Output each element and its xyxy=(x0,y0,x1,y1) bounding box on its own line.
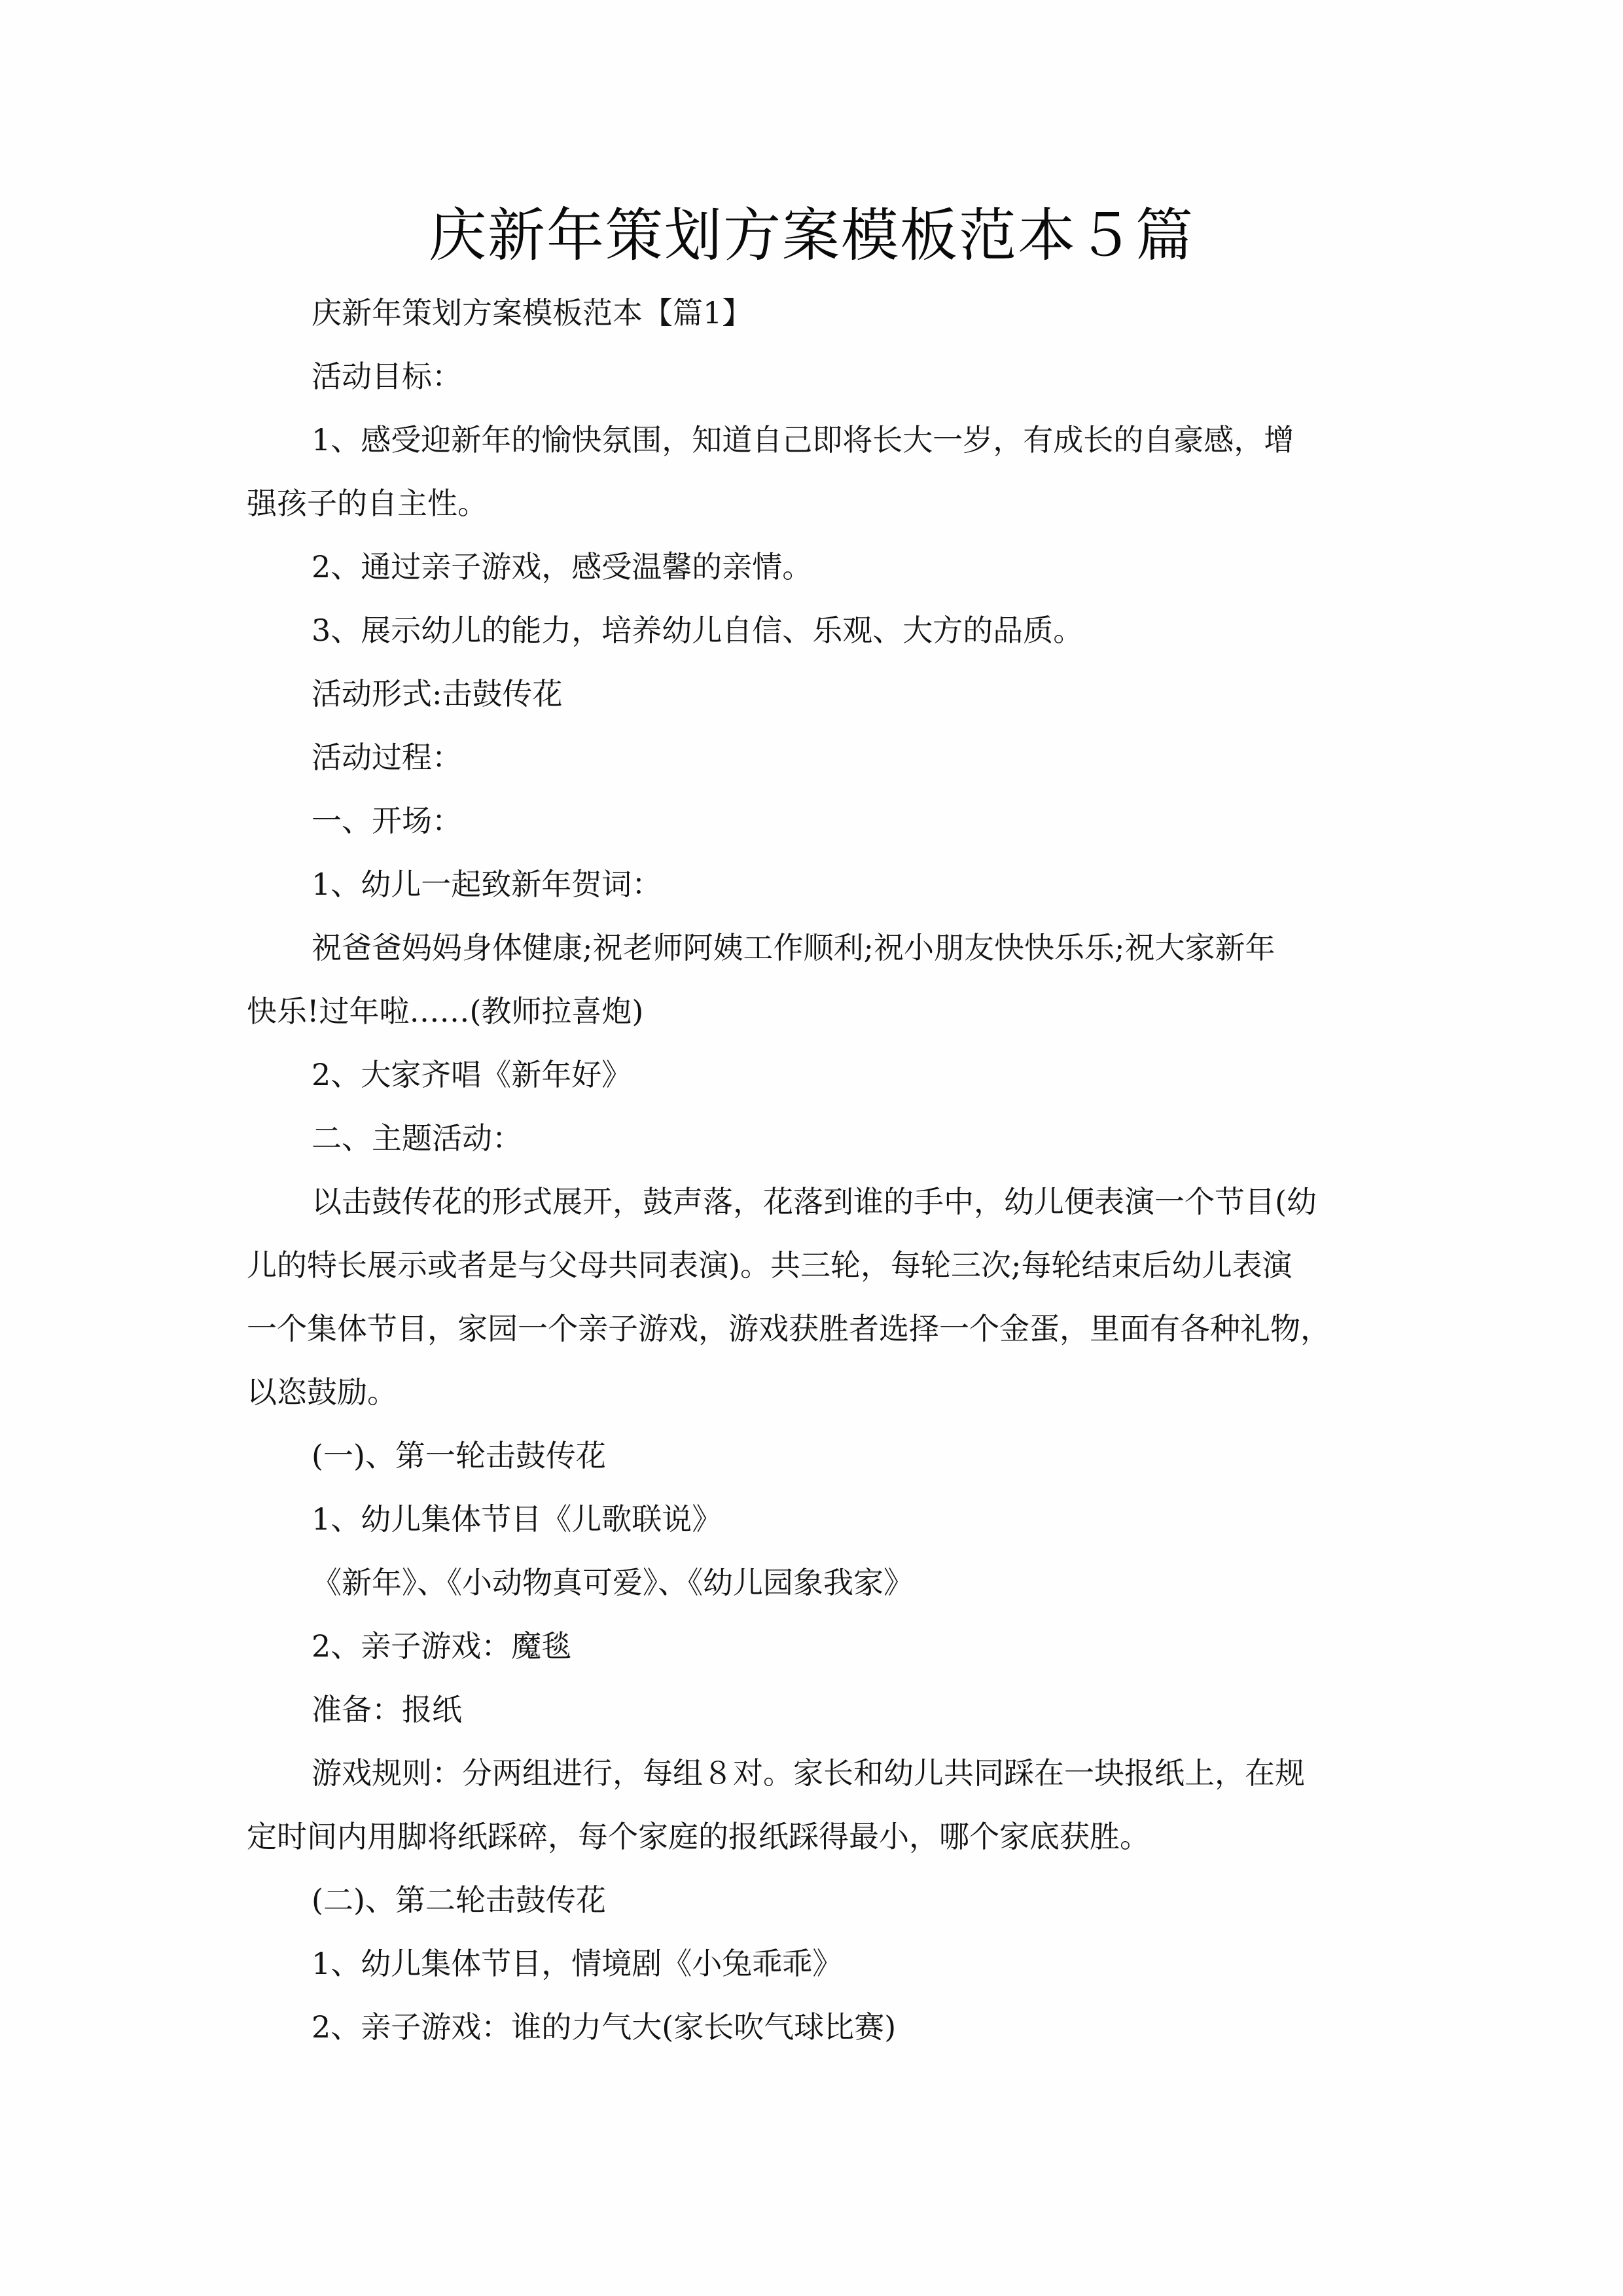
paragraph-line: 强孩子的自主性。 xyxy=(247,486,488,521)
paragraph-line: 定时间内用脚将纸踩碎，每个家庭的报纸踩得最小，哪个家底获胜。 xyxy=(247,1819,1150,1854)
paragraph-line: 《新年》、《小动物真可爱》、《幼儿园象我家》 xyxy=(312,1565,914,1600)
paragraph-line: (一)、第一轮击鼓传花 xyxy=(312,1438,606,1473)
paragraph-line: 2、大家齐唱《新年好》 xyxy=(312,1057,632,1092)
paragraph-line: 以击鼓传花的形式展开，鼓声落，花落到谁的手中，幼儿便表演一个节目(幼 xyxy=(312,1184,1317,1219)
paragraph-line: 活动过程： xyxy=(312,740,462,775)
paragraph-line: 3、展示幼儿的能力，培养幼儿自信、乐观、大方的品质。 xyxy=(312,613,1084,648)
paragraph-line: 2、亲子游戏：魔毯 xyxy=(312,1628,572,1664)
paragraph-line: 以恣鼓励。 xyxy=(247,1374,397,1410)
paragraph-line: 二、主题活动： xyxy=(312,1121,522,1156)
paragraph-line: 快乐!过年啦……(教师拉喜炮) xyxy=(247,994,644,1029)
section-heading: 庆新年策划方案模板范本【篇1】 xyxy=(312,295,753,331)
paragraph-line: 1、幼儿集体节目《儿歌联说》 xyxy=(312,1501,722,1537)
paragraph-line: 一、开场： xyxy=(312,803,462,838)
paragraph-line: 2、通过亲子游戏，感受温馨的亲情。 xyxy=(312,549,813,584)
paragraph-line: 活动形式:击鼓传花 xyxy=(312,676,563,711)
paragraph-line: 准备：报纸 xyxy=(312,1692,462,1727)
paragraph-line: (二)、第二轮击鼓传花 xyxy=(312,1882,606,1918)
paragraph-line: 1、幼儿一起致新年贺词： xyxy=(312,867,662,902)
paragraph-line: 活动目标： xyxy=(312,359,462,394)
paragraph-line: 2、亲子游戏：谁的力气大(家长吹气球比赛) xyxy=(312,2009,897,2045)
paragraph-line: 1、幼儿集体节目，情境剧《小兔乖乖》 xyxy=(312,1946,843,1981)
paragraph-line: 祝爸爸妈妈身体健康;祝老师阿姨工作顺利;祝小朋友快快乐乐;祝大家新年 xyxy=(312,930,1275,965)
paragraph-line: 游戏规则：分两组进行，每组８对。家长和幼儿共同踩在一块报纸上，在规 xyxy=(312,1755,1305,1791)
document-title: 庆新年策划方案模板范本５篇 xyxy=(428,202,1194,269)
paragraph-line: 1、感受迎新年的愉快氛围，知道自己即将长大一岁，有成长的自豪感，增 xyxy=(312,422,1294,457)
paragraph-line: 儿的特长展示或者是与父母共同表演)。共三轮，每轮三次;每轮结束后幼儿表演 xyxy=(247,1247,1293,1283)
paragraph-line: 一个集体节目，家园一个亲子游戏，游戏获胜者选择一个金蛋，里面有各种礼物， xyxy=(247,1311,1330,1346)
